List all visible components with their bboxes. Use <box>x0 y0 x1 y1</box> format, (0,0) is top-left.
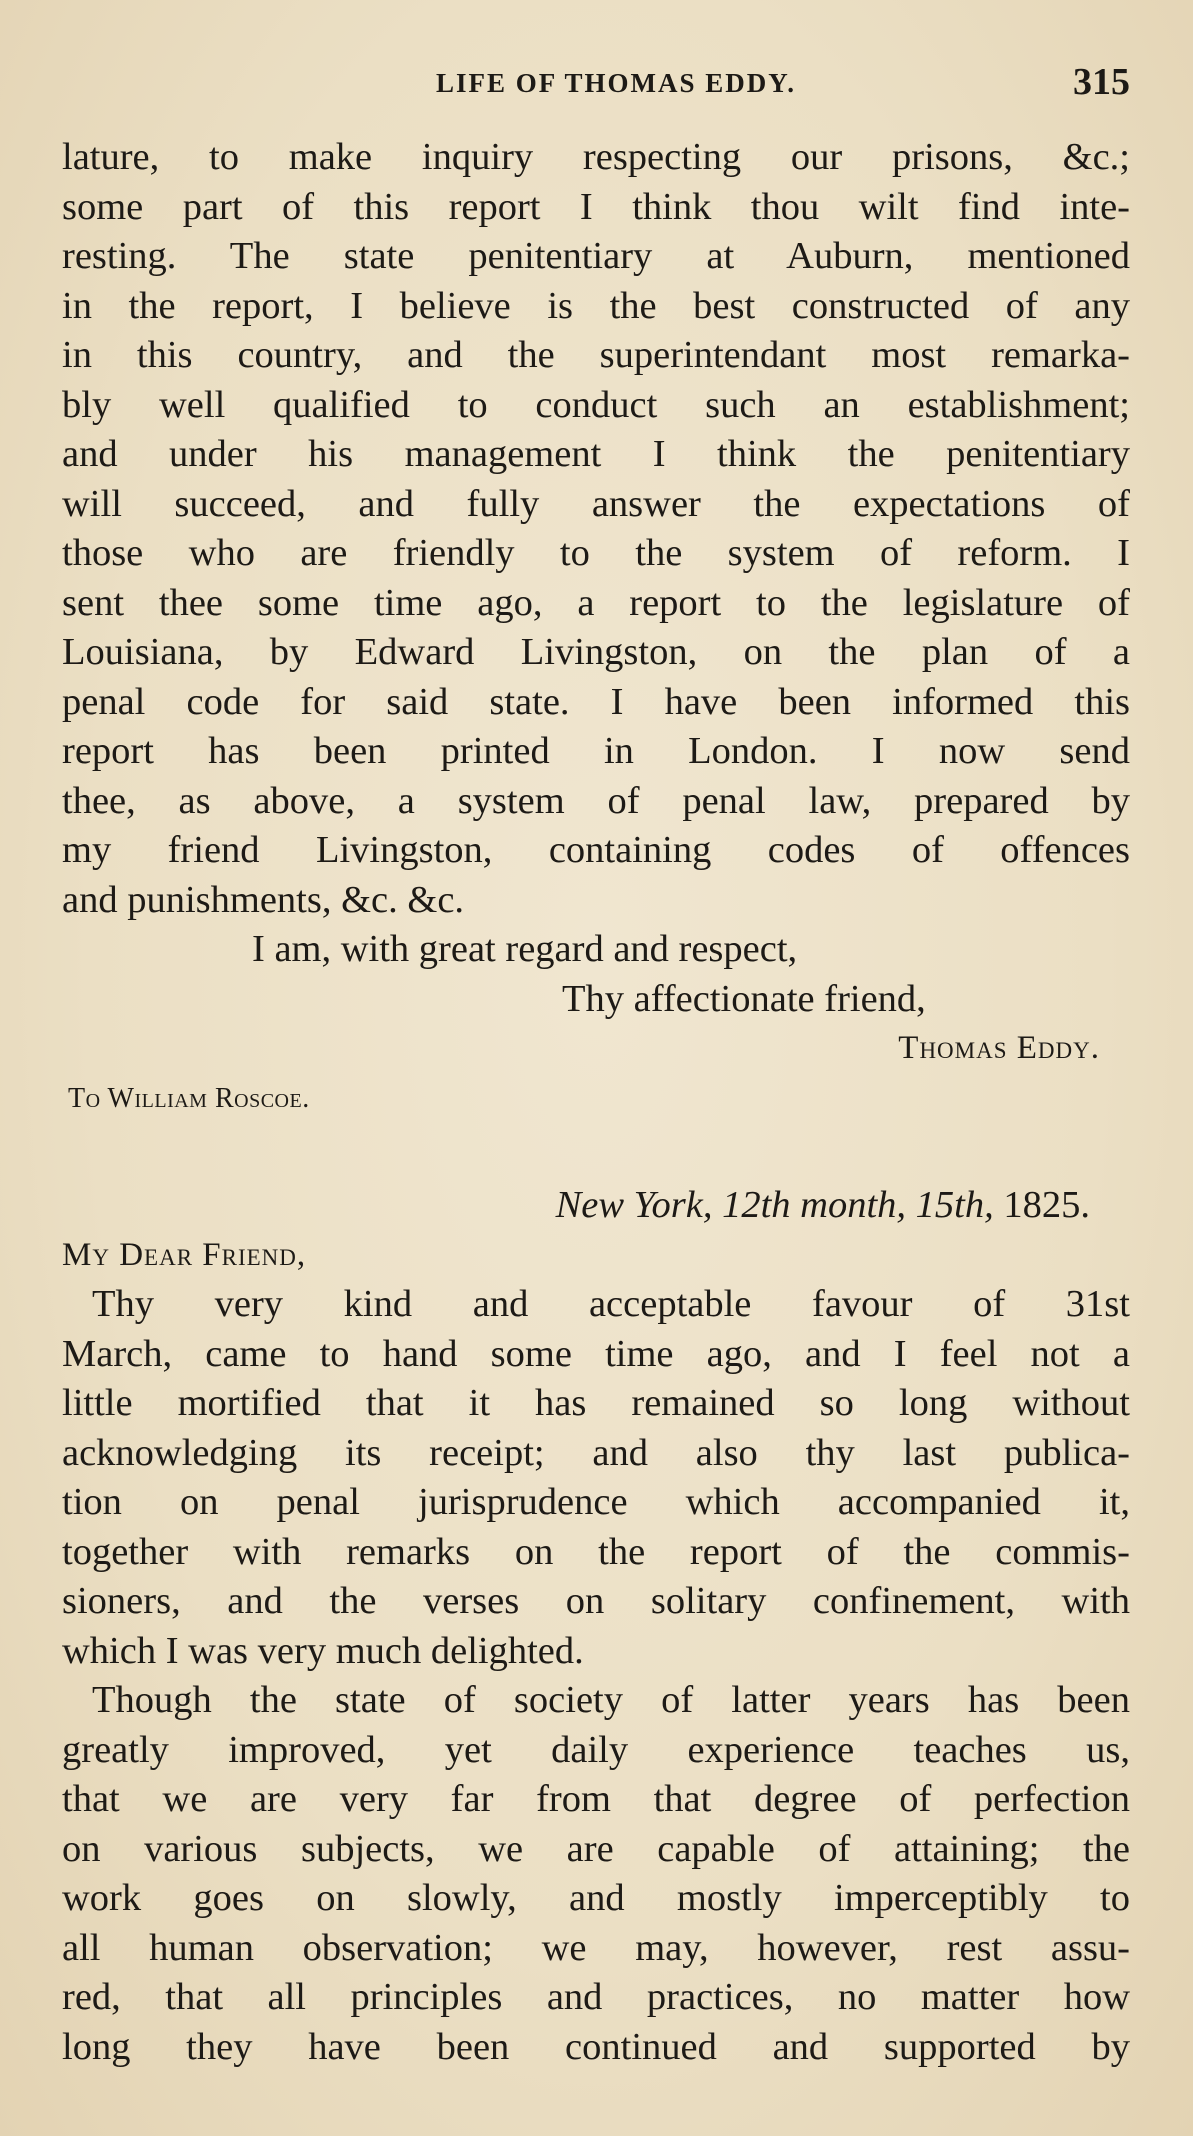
text-line: sent thee some time ago, a report to the legislature of <box>62 581 1130 624</box>
text-line: resting. The state penitentiary at Auburn, mentioned <box>62 235 1130 277</box>
text-line: long they have been continued and supported by <box>62 2025 1130 2068</box>
letter-closing: I am, with great regard and respect, <box>252 928 798 970</box>
text-line: tion on penal jurisprudence which accompanied it, <box>62 1481 1130 1523</box>
text-line: sioners, and the verses on solitary confinement, with <box>62 1580 1130 1622</box>
text-line: little mortified that it has remained so long without <box>62 1382 1130 1424</box>
text-line: in this country, and the superintendant most remarka- <box>62 334 1130 376</box>
text-line: together with remarks on the report of the commis- <box>62 1530 1130 1573</box>
page-header <box>62 60 1130 104</box>
text-line: red, that all principles and practices, no matter how <box>62 1976 1130 2018</box>
letter-separator <box>62 1123 1130 1181</box>
letter-signature: Thomas Eddy. <box>898 1030 1100 1066</box>
text-line: Louisiana, by Edward Livingston, on the plan of a <box>62 631 1130 673</box>
text-line: work goes on slowly, and mostly imperceptibly to <box>62 1877 1130 1919</box>
text-line: which I was very much delighted. <box>62 1629 584 1672</box>
letter-addressee: To William Roscoe. <box>68 1082 310 1114</box>
dateline-year: 1825. <box>1003 1184 1090 1226</box>
text-line: all human observation; we may, however, rest assu- <box>62 1926 1130 1969</box>
text-line: Though the state of society of latter years has been <box>92 1679 1130 1721</box>
text-line: will succeed, and fully answer the expectations of <box>62 482 1130 525</box>
text-line: acknowledging its receipt; and also thy last publica- <box>62 1431 1130 1474</box>
page-number: 315 <box>1073 61 1130 103</box>
text-line: on various subjects, we are capable of attaining; the <box>62 1827 1130 1870</box>
text-line: March, came to hand some time ago, and I feel not a <box>62 1332 1130 1375</box>
text-line: that we are very far from that degree of perfection <box>62 1778 1130 1820</box>
letter-dateline <box>62 1181 1130 1231</box>
dateline-date: 15th, <box>915 1184 994 1226</box>
text-line: my friend Livingston, containing codes of offences <box>62 829 1130 871</box>
dateline-day: 12th month, <box>722 1184 907 1226</box>
letter-salutation: My Dear Friend, <box>62 1236 307 1273</box>
running-head: LIFE OF THOMAS EDDY. <box>435 68 797 98</box>
body-text <box>62 133 1130 2072</box>
text-line: greatly improved, yet daily experience teaches us, <box>62 1728 1130 1771</box>
text-line: and punishments, &c. &c. <box>62 878 465 921</box>
text-line: Thy very kind and acceptable favour of 31st <box>92 1283 1130 1325</box>
text-line: lature, to make inquiry respecting our prisons, &c.; <box>62 136 1130 178</box>
text-line: some part of this report I think thou wilt find inte- <box>62 185 1130 228</box>
dateline-place: New York, <box>555 1184 713 1226</box>
text-line: and under his management I think the penitentiary <box>62 433 1130 475</box>
text-line: in the report, I believe is the best constructed of any <box>62 284 1130 327</box>
text-line: those who are friendly to the system of reform. I <box>62 532 1130 574</box>
letter-valediction: Thy affectionate friend, <box>562 977 926 1020</box>
text-line: bly well qualified to conduct such an establishment; <box>62 383 1130 426</box>
text-line: report has been printed in London. I now send <box>62 730 1130 772</box>
text-line: thee, as above, a system of penal law, prepared by <box>62 779 1130 822</box>
text-line: penal code for said state. I have been informed this <box>62 680 1130 723</box>
